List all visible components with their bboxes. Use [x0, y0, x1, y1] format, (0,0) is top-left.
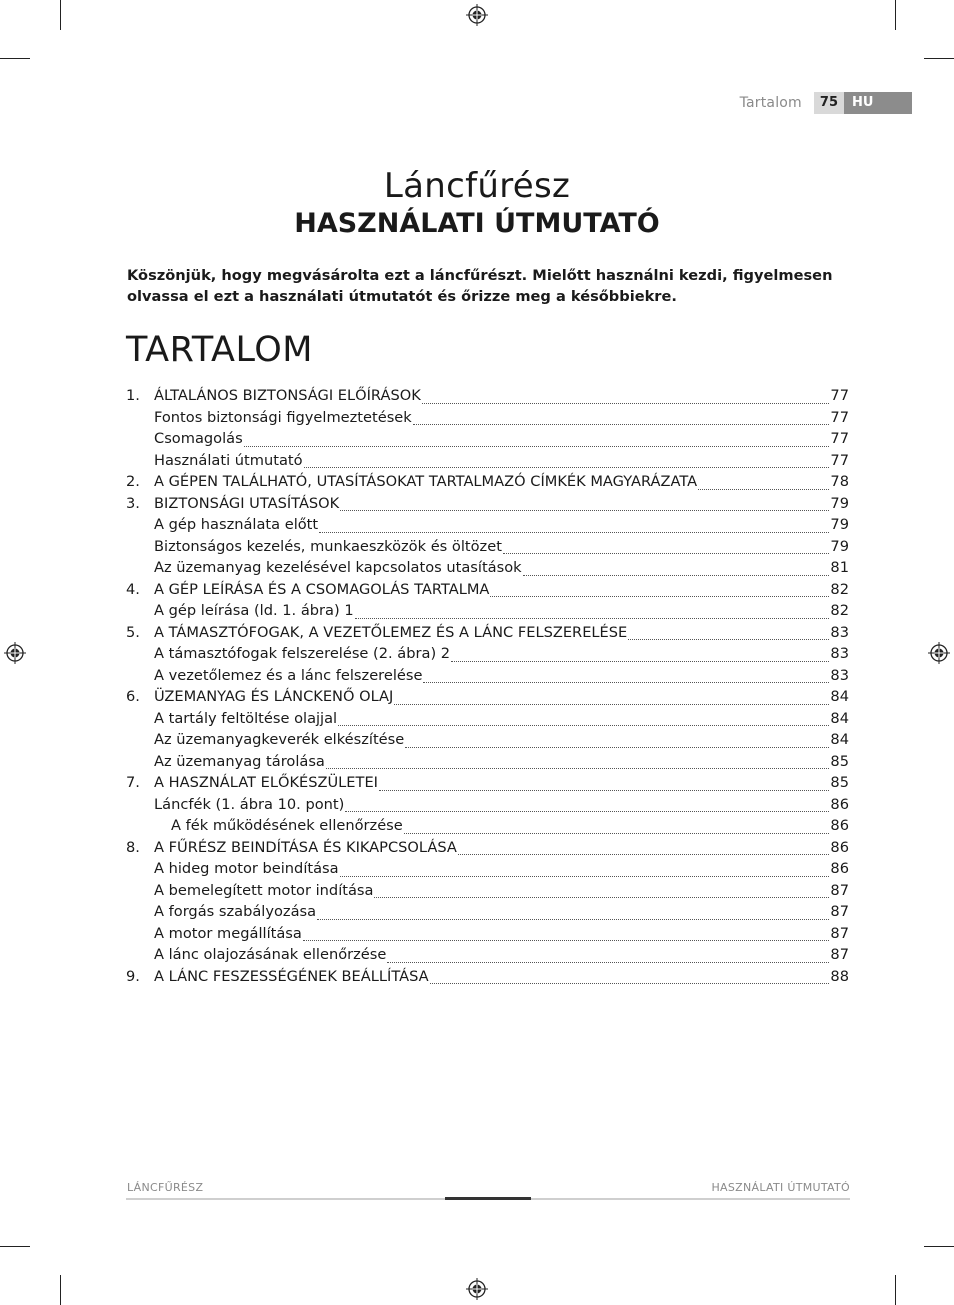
toc-leader-dots [405, 747, 829, 748]
toc-entry[interactable] [126, 688, 849, 710]
toc-leader-dots [319, 532, 829, 533]
toc-entry-number: 8. [126, 838, 140, 856]
toc-heading: TARTALOM [126, 330, 313, 370]
toc-entry-label: A FŰRÉSZ BEINDÍTÁSA ÉS KIKAPCSOLÁSA [154, 838, 457, 856]
toc-entry-label: A bemelegített motor indítása [154, 881, 374, 899]
toc-leader-dots [374, 897, 829, 898]
toc-leader-dots [379, 790, 829, 791]
toc-entry-page: 86 [830, 838, 849, 856]
document-subtitle: HASZNÁLATI ÚTMUTATÓ [294, 208, 660, 239]
toc-entry-page: 77 [830, 387, 849, 404]
toc-entry-page: 77 [830, 451, 849, 469]
toc-entry[interactable] [126, 581, 849, 603]
toc-entry[interactable] [126, 731, 849, 753]
toc-entry[interactable] [126, 882, 849, 904]
toc-entry-number: 2. [126, 473, 140, 490]
toc-entry[interactable] [126, 710, 849, 732]
toc-entry-label: Az üzemanyagkeverék elkészítése [154, 731, 405, 748]
toc-entry-label: A motor megállítása [154, 924, 302, 942]
toc-entry-label: A fék működésének ellenőrzése [171, 817, 403, 834]
toc-entry-page: 81 [830, 559, 849, 576]
document-title: Láncfűrész [383, 166, 571, 206]
toc-leader-dots [423, 682, 829, 683]
toc-entry-label: A LÁNC FESZESSÉGÉNEK BEÁLLÍTÁSA [154, 967, 429, 985]
toc-entry[interactable] [126, 667, 849, 689]
toc-leader-dots [451, 661, 829, 662]
toc-entry-label: ÜZEMANYAG ÉS LÁNCKENŐ OLAJ [154, 688, 394, 705]
toc-leader-dots [394, 704, 829, 705]
toc-entry[interactable] [126, 946, 849, 968]
toc-leader-dots [317, 919, 829, 920]
footer-left-text: LÁNCFŰRÉSZ [127, 1181, 204, 1194]
toc-entry[interactable] [126, 645, 849, 667]
toc-entry-page: 86 [830, 860, 849, 877]
table-of-contents [126, 387, 849, 989]
toc-entry-label: A gép leírása (ld. 1. ábra) 1 [154, 602, 354, 619]
toc-entry-label: Fontos biztonsági figyelmeztetések [154, 408, 412, 426]
footer-right-text: HASZNÁLATI ÚTMUTATÓ [711, 1181, 850, 1194]
toc-leader-dots [422, 403, 830, 404]
toc-entry-label: Az üzemanyag kezelésével kapcsolatos utasítások [154, 559, 522, 576]
toc-leader-dots [413, 424, 830, 425]
toc-entry-label: A vezetőlemez és a lánc felszerelése [154, 666, 423, 684]
toc-entry-number: 5. [126, 623, 140, 641]
language-badge: HU [844, 92, 912, 114]
toc-entry-label: A hideg motor beindítása [154, 860, 339, 877]
toc-entry-page: 87 [830, 903, 849, 920]
toc-entry-page: 86 [830, 795, 849, 813]
toc-entry[interactable] [126, 452, 849, 474]
toc-entry-page: 83 [830, 645, 849, 662]
toc-entry-page: 78 [830, 473, 849, 490]
toc-leader-dots [523, 575, 830, 576]
toc-entry[interactable] [126, 516, 849, 538]
toc-leader-dots [326, 768, 830, 769]
crop-mark [924, 1246, 954, 1247]
toc-entry-label: A lánc olajozásának ellenőrzése [154, 946, 387, 963]
toc-entry-page: 84 [830, 731, 849, 748]
toc-entry[interactable] [126, 538, 849, 560]
toc-entry[interactable] [126, 409, 849, 431]
toc-entry-label: A gép használata előtt [154, 516, 319, 533]
toc-entry[interactable] [126, 925, 849, 947]
registration-mark-icon [4, 642, 26, 664]
toc-leader-dots [698, 489, 829, 490]
toc-entry-page: 82 [830, 580, 849, 598]
toc-entry[interactable] [126, 860, 849, 882]
toc-entry-label: A GÉPEN TALÁLHATÓ, UTASÍTÁSOKAT TARTALMAZÓ CÍMKÉK MAGYARÁZATA [154, 473, 698, 490]
toc-entry-page: 82 [830, 602, 849, 619]
toc-leader-dots [503, 553, 830, 554]
toc-entry-page: 77 [830, 408, 849, 426]
toc-entry-label: A HASZNÁLAT ELŐKÉSZÜLETEI [154, 774, 378, 791]
crop-mark [60, 1275, 61, 1305]
crop-mark [60, 0, 61, 30]
toc-entry[interactable] [126, 839, 849, 861]
toc-entry[interactable] [126, 817, 849, 839]
toc-entry-page: 87 [830, 881, 849, 899]
toc-leader-dots [628, 639, 829, 640]
toc-entry[interactable] [126, 495, 849, 517]
toc-entry-page: 83 [830, 666, 849, 684]
page-number: 75 [814, 92, 844, 114]
toc-entry-page: 77 [830, 430, 849, 447]
toc-entry-number: 7. [126, 774, 140, 791]
toc-entry-page: 88 [830, 967, 849, 985]
toc-entry-page: 79 [830, 494, 849, 512]
footer-rule-accent [445, 1197, 531, 1200]
registration-mark-icon [466, 1278, 488, 1300]
crop-mark [895, 1275, 896, 1305]
toc-entry-label: A forgás szabályozása [154, 903, 317, 920]
toc-entry[interactable] [126, 903, 849, 925]
toc-entry-page: 84 [830, 709, 849, 727]
header-section-title: Tartalom [739, 95, 802, 111]
toc-entry[interactable] [126, 774, 849, 796]
toc-leader-dots [345, 811, 829, 812]
toc-leader-dots [244, 446, 830, 447]
toc-entry-page: 87 [830, 946, 849, 963]
toc-entry-number: 6. [126, 688, 140, 705]
toc-entry-label: Biztonságos kezelés, munkaeszközök és öltözet [154, 537, 502, 555]
toc-leader-dots [338, 725, 829, 726]
toc-leader-dots [340, 510, 829, 511]
toc-entry-label: Csomagolás [154, 430, 243, 447]
toc-entry-label: A TÁMASZTÓFOGAK, A VEZETŐLEMEZ ÉS A LÁNC FELSZERELÉSE [154, 623, 628, 641]
toc-entry[interactable] [126, 753, 849, 775]
crop-mark [895, 0, 896, 30]
toc-entry-label: BIZTONSÁGI UTASÍTÁSOK [154, 494, 340, 512]
toc-entry-page: 87 [830, 924, 849, 942]
toc-entry-label: Az üzemanyag tárolása [154, 752, 325, 770]
toc-entry[interactable] [126, 559, 849, 581]
toc-leader-dots [404, 833, 830, 834]
toc-entry-label: Használati útmutató [154, 451, 303, 469]
toc-entry-number: 3. [126, 494, 140, 512]
toc-entry[interactable] [126, 796, 849, 818]
toc-entry-page: 84 [830, 688, 849, 705]
toc-leader-dots [387, 962, 829, 963]
toc-entry-number: 1. [126, 387, 140, 404]
toc-entry[interactable] [126, 473, 849, 495]
toc-leader-dots [458, 854, 830, 855]
crop-mark [0, 58, 30, 59]
toc-entry-page: 86 [830, 817, 849, 834]
toc-entry-label: ÁLTALÁNOS BIZTONSÁGI ELŐÍRÁSOK [154, 387, 421, 404]
toc-entry[interactable] [126, 602, 849, 624]
toc-leader-dots [303, 940, 830, 941]
toc-entry-page: 83 [830, 623, 849, 641]
toc-entry-page: 85 [830, 752, 849, 770]
intro-paragraph: Köszönjük, hogy megvásárolta ezt a láncfűrészt. Mielőtt használni kezdi, figyelmesen olvassa el ezt a használati útmutatót és őrizze meg a későbbiekre. [127, 267, 833, 305]
toc-leader-dots [355, 618, 830, 619]
toc-entry-page: 79 [830, 516, 849, 533]
crop-mark [924, 58, 954, 59]
toc-entry[interactable] [126, 624, 849, 646]
toc-entry[interactable] [126, 968, 849, 990]
toc-entry[interactable] [126, 387, 849, 409]
toc-leader-dots [304, 467, 830, 468]
toc-entry[interactable] [126, 430, 849, 452]
toc-entry-page: 79 [830, 537, 849, 555]
toc-entry-label: Láncfék (1. ábra 10. pont) [154, 795, 345, 813]
toc-entry-label: A támasztófogak felszerelése (2. ábra) 2 [154, 645, 451, 662]
page-header [740, 92, 912, 114]
toc-leader-dots [340, 876, 830, 877]
toc-entry-number: 4. [126, 580, 140, 598]
toc-entry-page: 85 [830, 774, 849, 791]
toc-entry-number: 9. [126, 967, 140, 985]
crop-mark [0, 1246, 30, 1247]
toc-entry-label: A tartály feltöltése olajjal [154, 709, 338, 727]
toc-leader-dots [490, 596, 829, 597]
registration-mark-icon [466, 4, 488, 26]
registration-mark-icon [928, 642, 950, 664]
toc-leader-dots [430, 983, 830, 984]
toc-entry-label: A GÉP LEÍRÁSA ÉS A CSOMAGOLÁS TARTALMA [154, 580, 490, 598]
